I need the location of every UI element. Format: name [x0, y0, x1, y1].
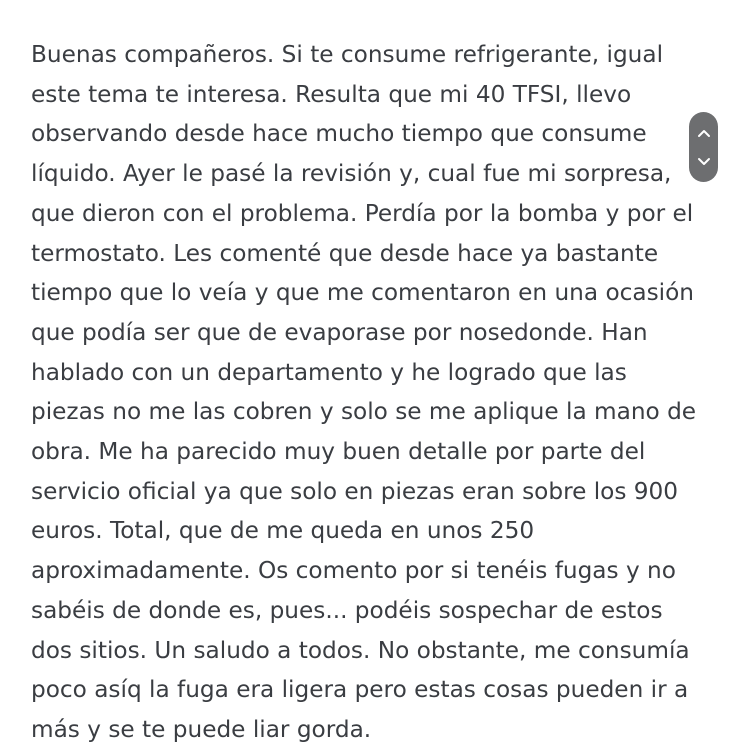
post-line: servicio oficial ya que solo en piezas eran sobre los 900 — [31, 477, 679, 505]
post-line: tiempo que lo veía y que me comentaron en una ocasión — [31, 279, 695, 307]
chevron-down-icon — [697, 157, 711, 166]
post-line: líquido. Ayer le pasé la revisión y, cual fue mi sorpresa, — [31, 160, 672, 188]
post-line: más y se te puede liar gorda. — [31, 715, 372, 743]
chevron-up-icon — [697, 129, 711, 138]
scroll-up-button[interactable] — [689, 122, 718, 144]
post-line: poco asíq la fuga era ligera pero estas cosas pueden ir a — [31, 676, 689, 704]
post-body — [31, 35, 711, 750]
post-line: termostato. Les comenté que desde hace ya bastante — [31, 239, 659, 267]
post-line: este tema te interesa. Resulta que mi 40 TFSI, llevo — [31, 80, 632, 108]
scroll-down-button[interactable] — [689, 150, 718, 172]
post-line: Buenas compañeros. Si te consume refrigerante, igual — [31, 41, 664, 68]
post-line: observando desde hace mucho tiempo que consume — [31, 120, 647, 148]
scroll-navigator — [689, 112, 718, 182]
post-line: aproximadamente. Os comento por si tenéis fugas y no — [31, 557, 676, 585]
post-line: obra. Me ha parecido muy buen detalle por parte del — [31, 438, 646, 466]
post-line: euros. Total, que de me queda en unos 250 — [31, 517, 535, 545]
post-line: que podía ser que de evaporase por nosedonde. Han — [31, 318, 648, 346]
post-line: que dieron con el problema. Perdía por la bomba y por el — [31, 199, 694, 227]
post-line: dos sitios. Un saludo a todos. No obstante, me consumía — [31, 636, 690, 664]
post-line: piezas no me las cobren y solo se me aplique la mano de — [31, 398, 697, 426]
post-line: sabéis de donde es, pues... podéis sospechar de estos — [31, 596, 663, 624]
post-line: hablado con un departamento y he logrado que las — [31, 358, 627, 386]
